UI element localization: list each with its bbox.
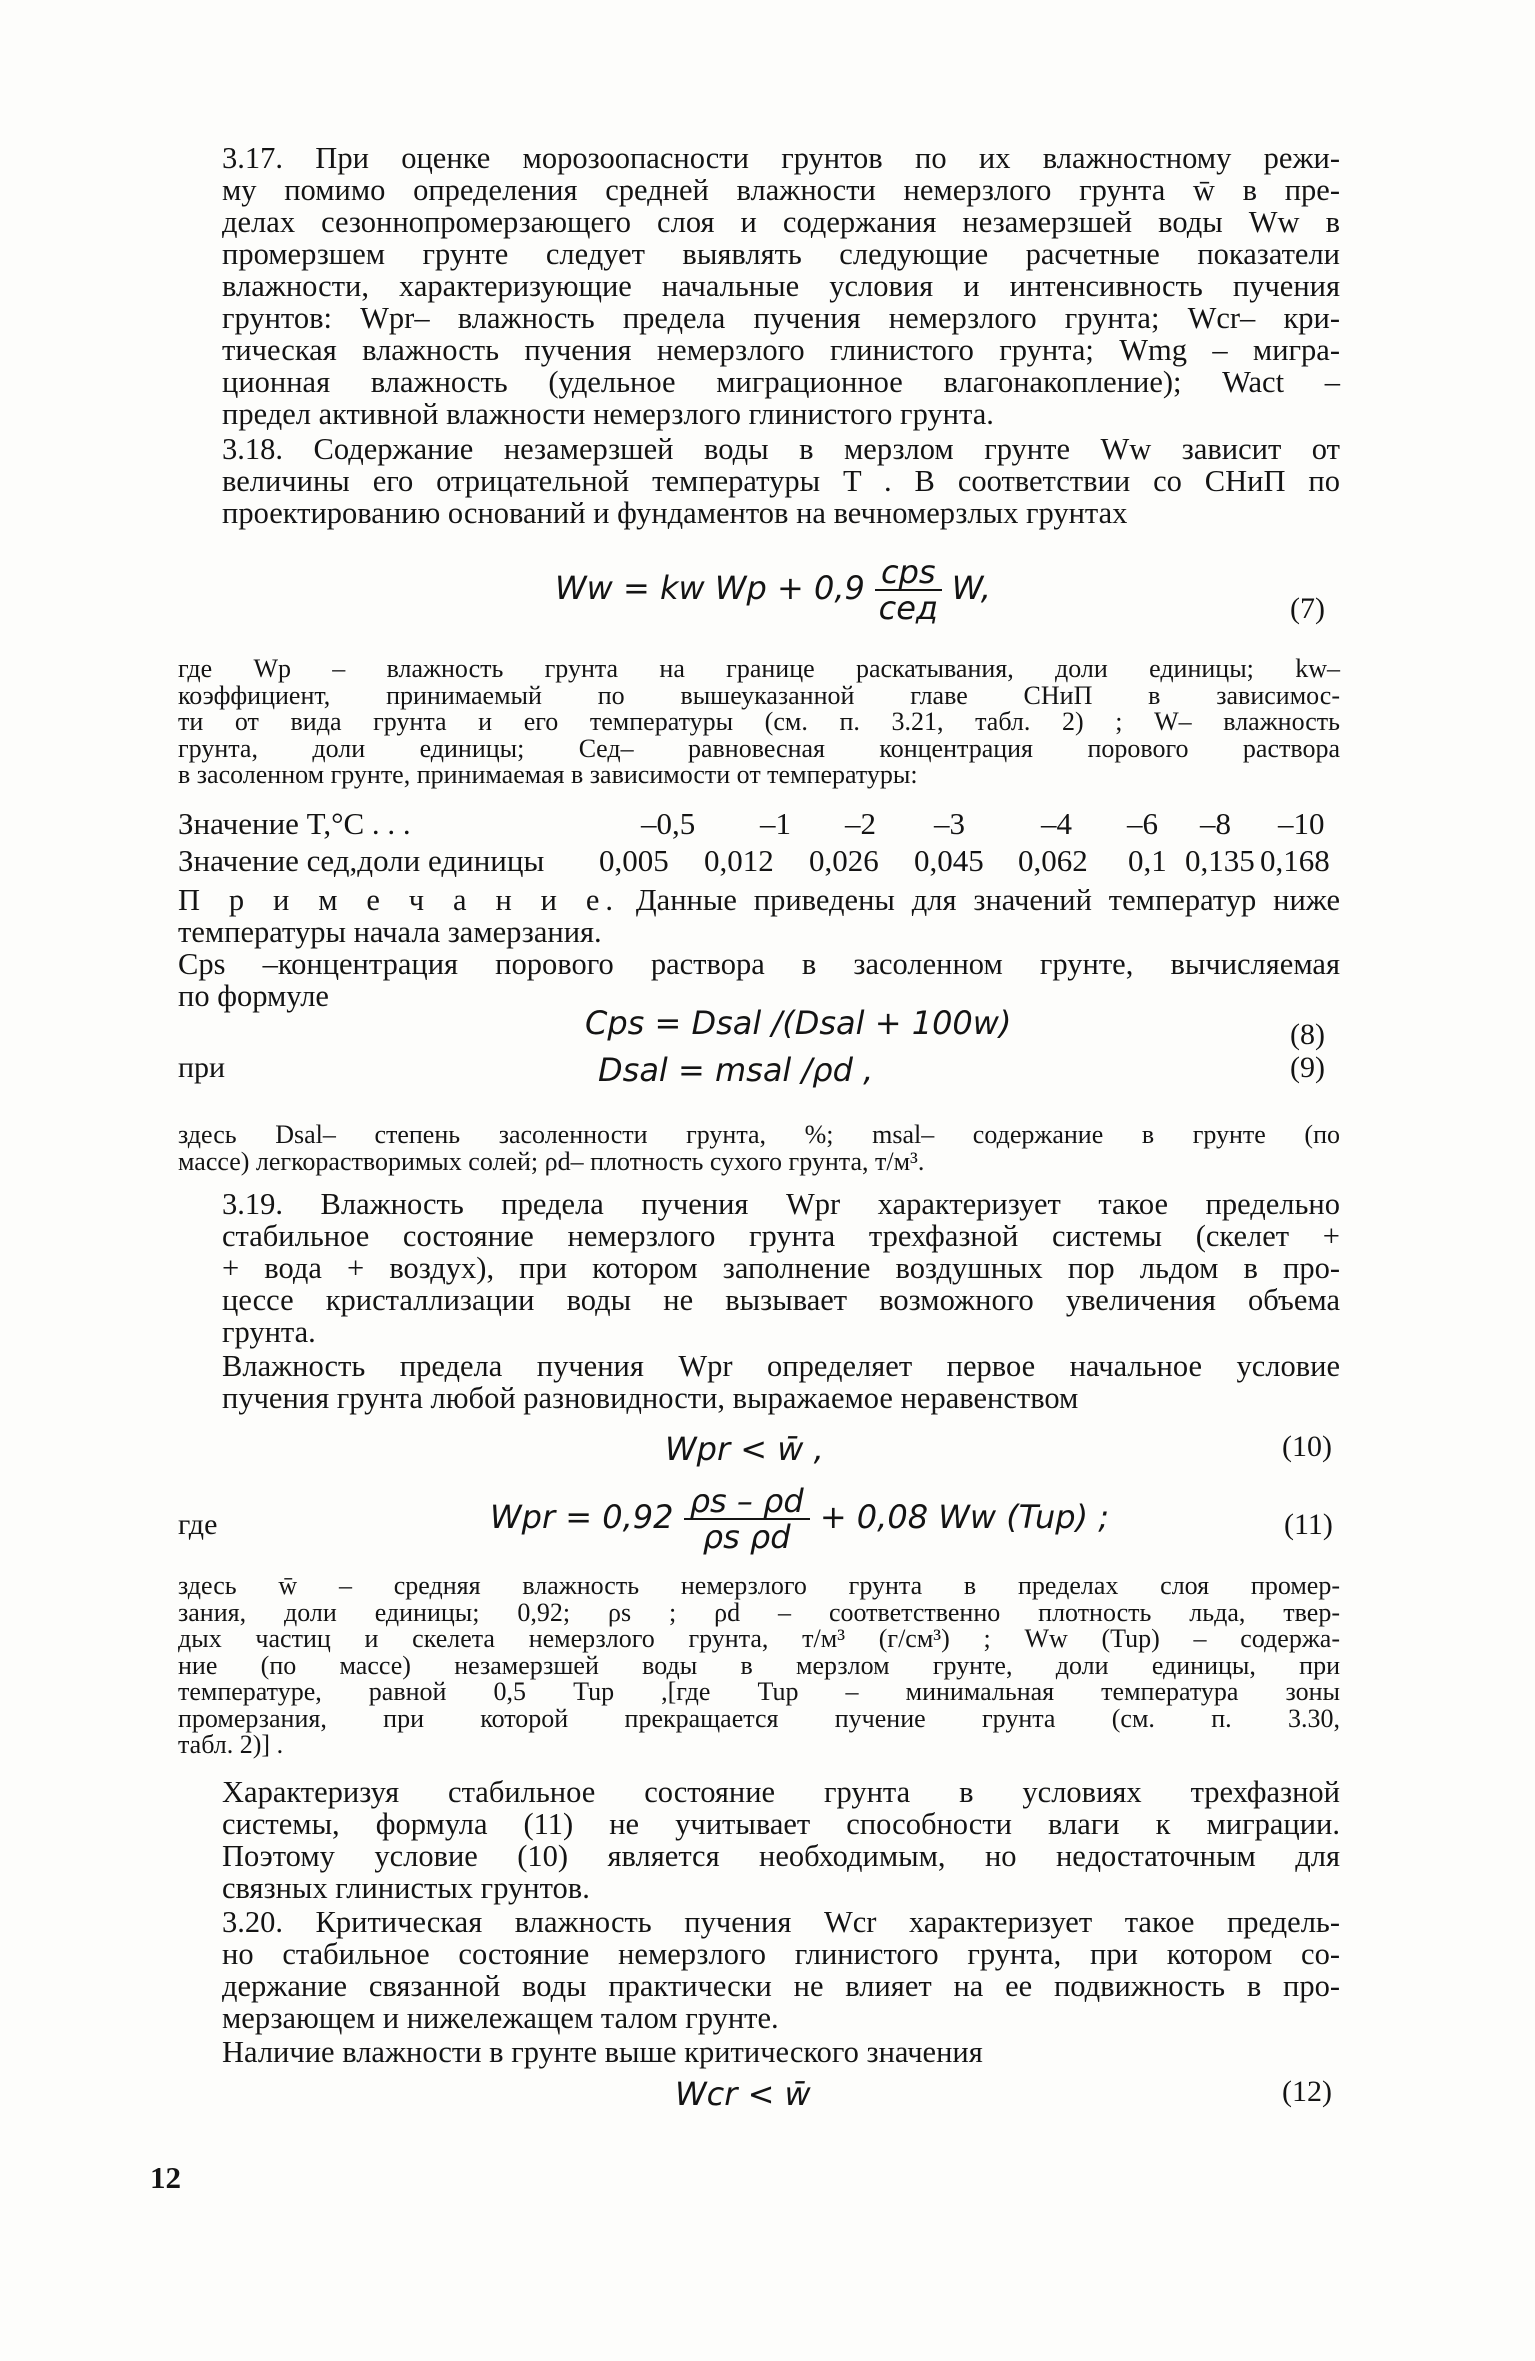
text-line: + вода + воздух), при котором заполнение воздушных пор льдом в про- — [222, 1251, 1340, 1285]
table-row-label: Значение T,°C . . . — [178, 806, 411, 841]
text-line: дых частиц и скелета немерзлого грунта, т/м³ (г/см³) ; Ww (Tup) – содержа- — [178, 1624, 1340, 1653]
equation-8-explanation-text — [178, 1122, 1340, 1175]
text-line: промерзшем грунте следует выявлять следующие расчетные показатели — [222, 237, 1340, 271]
text-line: величины его отрицательной температуры T . В соответствии со СНиП по — [222, 464, 1340, 498]
text-line-last: предел активной влажности немерзлого глинистого грунта. — [222, 397, 994, 431]
equation-7 — [555, 555, 991, 625]
text-line: грунта, доли единицы; Cед– равновесная концентрация порового раствора — [178, 733, 1340, 763]
equation-11-denominator: ρs ρd — [702, 1518, 791, 1556]
equation-11-lhs: Wpr = 0,92 — [490, 1498, 674, 1536]
cps-definition-text — [178, 948, 1340, 1012]
text-line: держание связанной воды практически не влияет на ее подвижность в про- — [222, 1969, 1340, 2003]
text-line: коэффициент, принимаемый по вышеуказанной главе СНиП в зависимос- — [178, 680, 1340, 710]
text-line: стабильное состояние немерзлого грунта трехфазной системы (скелет + — [222, 1219, 1340, 1253]
text-line-last: по формуле — [178, 979, 329, 1013]
table-cell: 0,005 — [599, 843, 669, 878]
paragraph-3-20-continued-text — [178, 2036, 1340, 2068]
table-cell: –6 — [1127, 806, 1158, 841]
equation-7-explanation-text — [178, 656, 1340, 789]
text-line-last: связных глинистых грунтов. — [222, 1871, 590, 1905]
table-cell: –0,5 — [641, 806, 696, 841]
equation-12: Wcr < w̄ — [675, 2075, 811, 2113]
paragraph-3-19-text — [178, 1188, 1340, 1348]
text-line-last: мерзающем и нижележащем талом грунте. — [222, 2001, 779, 2035]
table-cell: –4 — [1041, 806, 1072, 841]
table-cell: –2 — [845, 806, 876, 841]
paragraph-3-19 — [178, 1188, 1340, 1348]
equation-7-numerator: cps — [875, 555, 942, 591]
equation-7-rhs: W, — [951, 569, 991, 607]
text-line-last: табл. 2)] . — [178, 1730, 284, 1759]
note-text — [178, 884, 1340, 948]
equation-8: Cps = Dsal /(Dsal + 100w) — [585, 1004, 1012, 1042]
table-cell: 0,045 — [914, 843, 984, 878]
text-line — [178, 884, 1340, 916]
equation-10-number: (10) — [1282, 1430, 1332, 1463]
page-number: 12 — [150, 2160, 181, 2195]
text-line: Влажность предела пучения Wpr определяет первое начальное условие — [222, 1349, 1340, 1383]
equation-7-explanation — [178, 656, 1340, 789]
equation-7-fraction — [875, 555, 942, 625]
table-cell: –3 — [934, 806, 965, 841]
text-line: Поэтому условие (10) является необходимым, но недостаточным для — [222, 1839, 1340, 1873]
table-cell: 0,168 — [1260, 843, 1330, 878]
table-cell: 0,026 — [809, 843, 879, 878]
note-body: Данные приведены для значений температур ниже — [635, 883, 1340, 917]
equation-11-rhs: + 0,08 Ww (Tup) ; — [819, 1498, 1110, 1536]
paragraph-stability-text — [178, 1776, 1340, 1904]
table-row-label: Значение cед,доли единицы — [178, 843, 545, 878]
equation-11-prefix: где — [178, 1508, 218, 1541]
text-line: Характеризуя стабильное состояние грунта в условиях трехфазной — [222, 1775, 1340, 1809]
text-line-last: проектированию оснований и фундаментов на вечномерзлых грунтах — [222, 496, 1128, 530]
table-cell: –8 — [1200, 806, 1231, 841]
equation-9-prefix: при — [178, 1051, 226, 1084]
paragraph-3-18-text — [178, 433, 1340, 529]
text-line-last: температуры начала замерзания. — [178, 915, 602, 949]
text-line: но стабильное состояние немерзлого глинистого грунта, при котором со- — [222, 1937, 1340, 1971]
equation-7-lhs: Ww = kw Wp + 0,9 — [555, 569, 865, 607]
paragraph-3-17-text — [178, 142, 1340, 430]
text-line-last: массе) легкорастворимых солей; ρd– плотность сухого грунта, т/м³. — [178, 1146, 925, 1176]
text-line: Cps –концентрация порового раствора в засоленном грунте, вычисляемая — [178, 947, 1340, 981]
paragraph-3-17 — [178, 142, 1340, 430]
equation-11-number: (11) — [1284, 1508, 1333, 1541]
equation-9-number: (9) — [1290, 1051, 1325, 1084]
text-line: му помимо определения средней влажности немерзлого грунта w̄ в пре- — [222, 173, 1340, 207]
text-line: системы, формула (11) не учитывает способности влаги к миграции. — [222, 1807, 1340, 1841]
text-line: ние (по массе) незамерзшей воды в мерзлом грунте, доли единицы, при — [178, 1650, 1340, 1680]
text-line: промерзания, при которой прекращается пучение грунта (см. п. 3.30, — [178, 1703, 1340, 1733]
equation-11-explanation — [178, 1573, 1340, 1759]
text-line: где Wp – влажность грунта на границе раскатывания, доли единицы; kw– — [178, 654, 1340, 683]
equation-7-denominator: cед — [878, 589, 938, 627]
text-line: здесь w̄ – средняя влажность немерзлого грунта в пределах слоя промер- — [178, 1571, 1340, 1600]
equation-11-numerator: ρs – ρd — [684, 1484, 810, 1520]
paragraph-3-19-continued-text — [178, 1350, 1340, 1414]
text-line: 3.19. Влажность предела пучения Wpr характеризует такое предельно — [222, 1187, 1340, 1221]
text-line: цессе кристаллизации воды не вызывает возможного увеличения объема — [222, 1283, 1340, 1317]
text-line-last: пучения грунта любой разновидности, выражаемое неравенством — [222, 1381, 1079, 1415]
table-cell: 0,012 — [704, 843, 774, 878]
text-line: 3.18. Содержание незамерзшей воды в мерзлом грунте Ww зависит от — [222, 432, 1340, 466]
paragraph-3-20-continued — [178, 2036, 1340, 2068]
note-heading: П р и м е ч а н и е. — [178, 883, 619, 917]
table-cell: –1 — [760, 806, 791, 841]
table-cell: –10 — [1278, 806, 1325, 841]
note — [178, 884, 1340, 948]
text-line: грунтов: Wpr– влажность предела пучения немерзлого грунта; Wcr– кри- — [222, 301, 1340, 335]
equation-11-explanation-text — [178, 1573, 1340, 1759]
paragraph-3-20 — [178, 1906, 1340, 2034]
table-cell: 0,135 — [1185, 843, 1255, 878]
text-line: ти от вида грунта и его температуры (см. п. 3.21, табл. 2) ; W– влажность — [178, 707, 1340, 736]
paragraph-3-19-continued — [178, 1350, 1340, 1414]
text-line-last: грунта. — [222, 1315, 316, 1349]
cps-definition — [178, 948, 1340, 1012]
paragraph-3-20-text — [178, 1906, 1340, 2034]
equation-12-number: (12) — [1282, 2075, 1332, 2108]
table-cell: 0,062 — [1018, 843, 1088, 878]
text-line: температуре, равной 0,5 Tup ,[где Tup – минимальная температура зоны — [178, 1677, 1340, 1706]
text-line-last: в засоленном грунте, принимаемая в зависимости от температуры: — [178, 760, 918, 789]
text-line: ционная влажность (удельное миграционное влагонакопление); Wact – — [222, 365, 1340, 399]
table-cell: 0,1 — [1128, 843, 1167, 878]
text-line: 3.17. При оценке морозоопасности грунтов по их влажностному режи- — [222, 141, 1340, 175]
equation-8-number: (8) — [1290, 1018, 1325, 1051]
equation-9: Dsal = msal /ρd , — [598, 1051, 874, 1089]
text-line: здесь Dsal– степень засоленности грунта, %; msal– содержание в грунте (по — [178, 1120, 1340, 1149]
paragraph-3-18 — [178, 433, 1340, 529]
equation-8-explanation — [178, 1122, 1340, 1175]
text-line: тическая влажность пучения немерзлого глинистого грунта; Wmg – мигра- — [222, 333, 1340, 367]
text-line: зания, доли единицы; 0,92; ρs ; ρd – соответственно плотность льда, твер- — [178, 1597, 1340, 1627]
equation-10: Wpr < w̄ , — [665, 1430, 824, 1468]
equation-11 — [490, 1484, 1109, 1554]
equation-7-number: (7) — [1290, 592, 1325, 625]
text-line-last: Наличие влажности в грунте выше критического значения — [222, 2035, 983, 2069]
equation-11-fraction — [684, 1484, 810, 1554]
text-line: влажности, характеризующие начальные условия и интенсивность пучения — [222, 269, 1340, 303]
text-line: делах сезоннопромерзающего слоя и содержания незамерзшей воды Ww в — [222, 205, 1340, 239]
paragraph-stability — [178, 1776, 1340, 1904]
text-line: 3.20. Критическая влажность пучения Wcr характеризует такое предель- — [222, 1905, 1340, 1939]
